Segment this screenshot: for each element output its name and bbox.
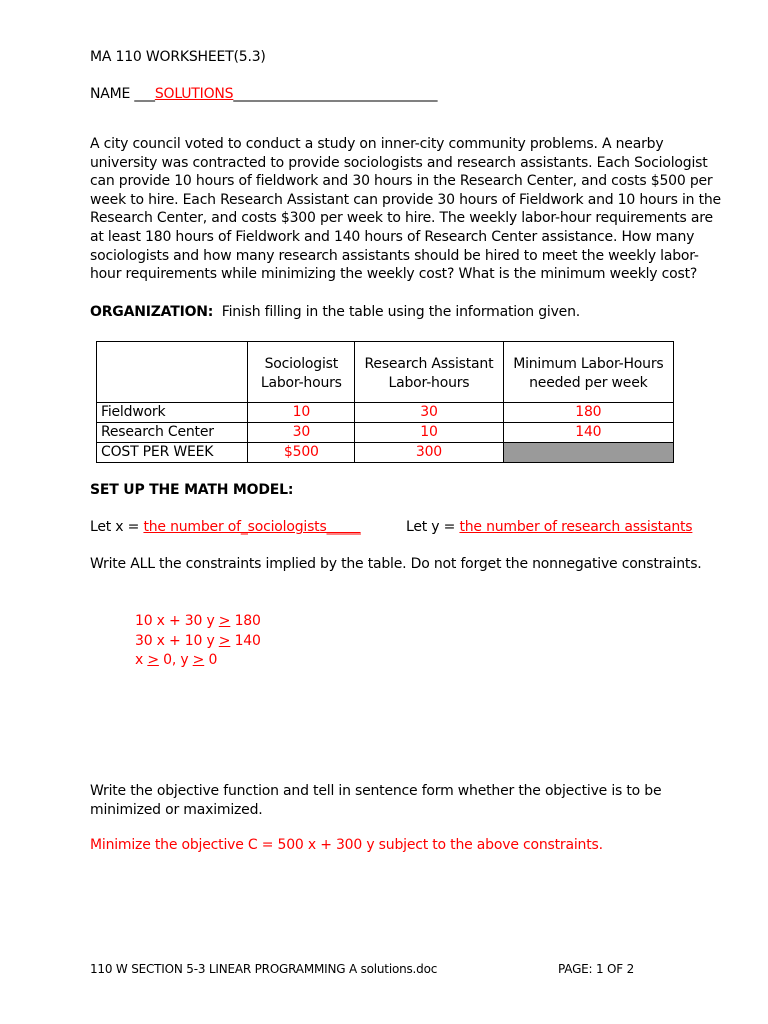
table-header-sociologist: Sociologist Labor-hours: [248, 342, 355, 403]
ge-symbol: >: [147, 652, 159, 668]
table-cell: 30: [248, 423, 355, 443]
constraint-nonnegative: x > 0, y > 0: [135, 652, 218, 668]
constraints-prompt: Write ALL the constraints implied by the table. Do not forget the nonnegative constraints.: [90, 556, 702, 572]
shaded-cell: [503, 443, 673, 463]
table-cell: 30: [355, 403, 503, 423]
table-header-research-assistant: Research Assistant Labor-hours: [355, 342, 503, 403]
row-label-fieldwork: Fieldwork: [97, 403, 248, 423]
row-label-research-center: Research Center: [97, 423, 248, 443]
name-line: [90, 86, 437, 102]
table-row: [97, 423, 674, 443]
table-cell: $500: [248, 443, 355, 463]
let-x-line: [90, 519, 361, 535]
let-y-answer: the number of research assistants: [459, 519, 693, 535]
table-cell: 140: [503, 423, 673, 443]
constraint-research-center: 30 x + 10 y > 140: [135, 632, 261, 649]
constraints-answer: [135, 612, 261, 671]
organization-label: ORGANIZATION:: [90, 304, 214, 320]
labor-hours-table: [96, 341, 674, 463]
problem-statement: A city council voted to conduct a study on inner-city community problems. A nearby university was contracted to provide sociologists and research assistants. Each Sociologist can provide 10 hours of fieldwork and 30 hours in the Research Center, and costs $500 per week to hire. Each Research Assistant can provide 30 hours of Fieldwork and 10 hours in the Research Center, and costs $300 per week to hire. The weekly labor-hour requirements are at least 180 hours of Fieldwork and 140 hours of Research Center assistance. How many sociologists and how many research assistants should be hired to meet the weekly labor-hour requirements while minimizing the weekly cost? What is the minimum weekly cost?: [90, 136, 721, 283]
table-row: [97, 403, 674, 423]
footer-page-number: PAGE: 1 OF 2: [558, 962, 635, 976]
math-model-heading: SET UP THE MATH MODEL:: [90, 482, 294, 498]
organization-line: [90, 304, 580, 320]
table-header-minimum: Minimum Labor-Hours needed per week: [503, 342, 673, 403]
objective-answer: Minimize the objective C = 500 x + 300 y subject to the above constraints.: [90, 837, 603, 853]
let-x-label: Let x =: [90, 519, 144, 535]
ge-symbol: >: [218, 632, 231, 649]
table-header-row: [97, 342, 674, 403]
objective-prompt: Write the objective function and tell in sentence form whether the objective is to be minimized or maximized.: [90, 783, 662, 818]
let-y-line: [406, 519, 692, 535]
table-cell: 180: [503, 403, 673, 423]
table-row: [97, 443, 674, 463]
table-cell: 300: [355, 443, 503, 463]
ge-symbol: >: [192, 652, 205, 668]
worksheet-title: MA 110 WORKSHEET(5.3): [90, 49, 266, 65]
ge-symbol: >: [218, 613, 231, 629]
table-cell: 10: [248, 403, 355, 423]
table-header-blank: [97, 342, 248, 403]
row-label-cost: COST PER WEEK: [97, 443, 248, 463]
name-underline: ______________________________: [233, 86, 438, 102]
constraint-fieldwork: 10 x + 30 y > 180: [135, 613, 261, 629]
let-y-label: Let y =: [406, 519, 460, 535]
name-answer: SOLUTIONS: [154, 86, 234, 102]
footer-filename: 110 W SECTION 5-3 LINEAR PROGRAMMING A solutions.doc: [90, 962, 438, 976]
organization-instruction: Finish filling in the table using the information given.: [221, 304, 581, 320]
table-cell: 10: [355, 423, 503, 443]
name-label: NAME ___: [90, 86, 155, 102]
let-x-answer: the number of_sociologists_____: [143, 519, 361, 535]
